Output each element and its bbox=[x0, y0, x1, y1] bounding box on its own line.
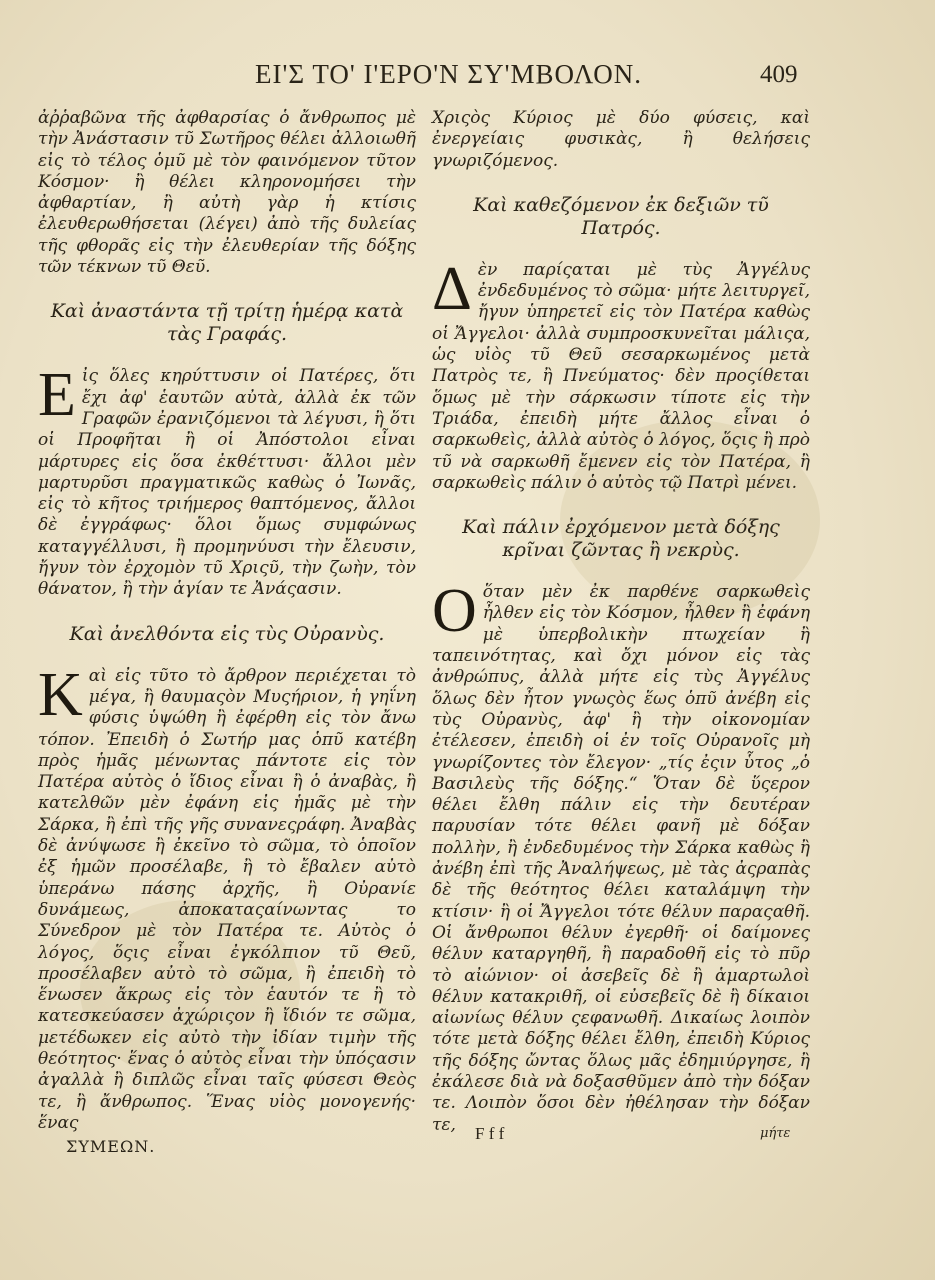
paragraph-text: ἰς ὅλες κηρύττυσιν οἱ Πατέρες, ὅτι ἔχι ἀφ' ἑαυτῶν αὐτὰ, ἀλλὰ ἐκ τῶν Γραφῶν ἐρανιζόμενοι τὰ λέγυσι, ἢ ὅτι οἱ Προφῆται ἢ οἱ Ἀπόστολοι εἶναι μάρτυρες εἰς ὅσα ἐκθέττυσι· ἄλλοι μὲν μαρτυρῦσι πραγματικῶς καθὼς ὁ Ἰωνᾶς, εἰς τὸ κῆτος τριήμερος θαπτόμενος, ἄλλοι δὲ ἐγγράφως· ὅλοι ὅμως συμφώνως καταγγέλλυσι, ἢ προμηνύυσι τὴν ἔλευσιν, ἤγυν τὸν ἐρχομὸν τῦ Χριςῦ, τὴν ζωὴν, τὸν θάνατον, ἢ τὴν ἁγίαν τε Ἀνάςασιν. bbox=[38, 366, 416, 600]
paragraph-resurrection bbox=[38, 361, 416, 600]
section-heading-ascension: Καὶ ἀνελθόντα εἰς τὺς Οὐρανὺς. bbox=[69, 622, 385, 645]
section-heading-resurrection: Καὶ ἀναστάντα τῇ τρίτῃ ἡμέρᾳ κατὰ τὰς Γραφάς. bbox=[50, 300, 404, 346]
right-column bbox=[432, 108, 810, 1136]
paragraph-text: ὅταν μὲν ἐκ παρθένε σαρκωθεὶς ἦλθεν εἰς τὸν Κόσμον, ἦλθεν ἢ ἐφάνη μὲ ὑπερβολικὴν πτωχείαν ἢ ταπεινότητας, καὶ ὄχι μόνον εἰς τὰς ἀνθρώπυς, ἀλλὰ μήτε εἰς τὺς Ἀγγέλυς ὅλως δὲν ἦτον γνωςὸς ἕως ὁπῦ ἀνέβη εἰς τὺς Οὐρανὺς, ἀφ' ἢ τὴν οἰκονομίαν ἐτέλεσεν, ἐπειδὴ οἱ ἐν τοῖς Οὐρανοῖς μὴ γνωρίζοντες τὸν ἔλεγον· „τίς ἐςιν ὗτος „ὁ Βασιλεὺς τῆς δόξης.“ Ὅταν δὲ ὕςερον θέλει ἔλθη πάλιν εἰς τὴν δευτέραν παρυσίαν τότε θέλει φανῆ μὲ δόξαν πολλὴν, ἢ ἐνδεδυμένος τὴν Σάρκα καθὼς ἢ ἀνέβη ἐπὶ τῆς Ἀναλήψεως, μὲ τὰς ἀςραπὰς δὲ τῆς θεότητος θέλει καταλάμψη τὴν κτίσιν· ἢ οἱ Ἄγγελοι τότε θέλυν παραςαθῆ. Οἱ ἄνθρωποι θέλυν ἐγερθῆ· οἱ δαίμονες θέλυν καταργηθῆ, ἢ παραδοθῆ εἰς τὸ πῦρ τὸ αἰώνιον· οἱ ἀσεβεῖς δὲ ἢ ἁμαρτωλοὶ θέλυν κατακριθῆ, οἱ εὐσεβεῖς δὲ ἢ δίκαιοι αἰωνίως θέλυν ςεφανωθῆ. Δικαίως λοιπὸν τότε μετὰ δόξης θέλει ἔλθη, ἐπειδὴ Κύριος τῆς δόξης ὤντας ὅλως μᾶς ἐδημιύργησε, ἢ ἐκάλεσε διὰ νὰ δοξασθῦμεν ἀπὸ τὴν δόξαν τε. Λοιπὸν ὅσοι δὲν ἠθέλησαν τὴν δόξαν τε, bbox=[432, 582, 810, 1135]
paragraph-seated bbox=[432, 254, 810, 494]
paragraph-text: ὲν παρίςαται μὲ τὺς Ἀγγέλυς ἐνδεδυμένος τὸ σῶμα· μήτε λειτυργεῖ, ἤγυν ὑπηρετεῖ εἰς τὸν Πατέρα καθὼς οἱ Ἄγγελοι· ἀλλὰ συμπροσκυνεῖται μάλιςα, ὡς υἱὸς τῦ Θεῦ σεσαρκωμένος μετὰ Πατρὸς τε, ἢ Πνεύματος· δὲν προςίθεται ὅμως μὲ τὴν σάρκωσιν τίποτε εἰς τὴν Τριάδα, ἐπειδὴ μήτε ἄλλος εἶναι ὁ σαρκωθεὶς, ἀλλὰ αὐτὸς ὁ λόγος, ὅςις ἢ πρὸ τῦ νὰ σαρκωθῆ ἔμενεν εἰς τὸν Πατέρα, ἢ σαρκωθεὶς πάλιν ὁ αὐτὸς τῷ Πατρὶ μένει. bbox=[432, 259, 810, 493]
section-heading-seated: Καὶ καθεζόμενον ἐκ δεξιῶν τῦ Πατρός. bbox=[473, 193, 769, 239]
page-header bbox=[0, 55, 935, 105]
paragraph-ascension bbox=[38, 660, 416, 1135]
gathering-mark: F f f bbox=[475, 1124, 505, 1143]
paragraph-judgment bbox=[432, 577, 810, 1136]
drop-cap: Ε bbox=[38, 361, 76, 430]
section-heading-judgment: Καὶ πάλιν ἐρχόμενον μετὰ δόξης κρῖναι ζῶντας ἢ νεκρὺς. bbox=[462, 516, 780, 562]
page-number: 409 bbox=[760, 61, 798, 88]
paragraph-text: αὶ εἰς τῦτο τὸ ἄρθρον περιέχεται τὸ μέγα, ἢ θαυμαςὸν Μυςήριον, ἡ γηΐνη φύσις ὑψώθη ἢ ἐφέρθη εἰς τὸν ἄνω τόπον. Ἐπειδὴ ὁ Σωτήρ μας ὁπῦ κατέβη πρὸς ἡμᾶς μένωντας πάντοτε εἰς τὸν Πατέρα αὐτὸς ὁ ἴδιος εἶναι ἢ ὁ ἀναβὰς, ἢ κατελθῶν μὲν ἐφάνη εἰς ἡμᾶς μὲ τὴν Σάρκα, ἢ ἐπὶ τῆς γῆς συνανεςράφη. Ἀναβὰς δὲ ἀνύψωσε ἢ ἐκεῖνο τὸ σῶμα, τὸ ὁποῖον ἐξ ἡμῶν προσέλαβε, ἢ τὸ ἔβαλεν αὐτὸ ὑπεράνω πάσης ἀρχῆς, ἢ Οὐρανίε δυνάμεως, ἀποκαταςαίνωντας το Σύνεδρον μὲ τὸν Πατέρα τε. Αὐτὸς ὁ λόγος, ὅςις εἶναι ἐγκόλπιον τῦ Θεῦ, προσέλαβεν αὐτὸ τὸ σῶμα, ἢ ἐπειδὴ τὸ ἕνωσεν ἄκρως εἰς τὸν ἑαυτόν τε ἢ τὸ κατεσκεύασεν ἀχώριςον ἢ ἴδιόν τε σῶμα, μετέδωκεν εἰς αὐτὸ τὴν ἰδίαν τιμὴν τῆς θεότητος· ἕνας ὁ αὐτὸς εἶναι τὴν ὑπόςασιν ἀγαλλὰ ἢ διπλῶς εἶναι ταῖς φύσεσι Θεὸς τε, ἢ ἄνθρωπος. Ἕνας υἱὸς μονογενής· ἕνας bbox=[38, 665, 416, 1133]
opening-paragraph: ἀῤῥαβῶνα τῆς ἀφθαρσίας ὁ ἄνθρωπος μὲ τὴν Ἀνάστασιν τῦ Σωτῆρος θέλει ἀλλοιωθῆ εἰς τὸ τέλος ὁμῦ μὲ τὸν φαινόμενον τῦτον Κόσμον· ἢ θέλει κληρονομήσει τὴν ἀφθαρτίαν, ἢ αὐτὴ γὰρ ἡ κτίσις ἐλευθερωθήσεται (λέγει) ἀπὸ τῆς δυλείας τῆς φθορᾶς εἰς τὴν ἐλευθερίαν τῆς δόξης τῶν τέκνων τῦ Θεῦ. bbox=[38, 108, 416, 278]
drop-cap: Δ bbox=[432, 254, 472, 323]
signature-mark: ΣΥΜΕΩΝ. bbox=[66, 1137, 156, 1157]
left-column bbox=[38, 108, 416, 1157]
catchword: μήτε bbox=[760, 1126, 791, 1141]
drop-cap: Ο bbox=[432, 577, 477, 646]
drop-cap: Κ bbox=[38, 660, 83, 729]
opening-paragraph: Χριςὸς Κύριος μὲ δύο φύσεις, καὶ ἐνεργείαις φυσικὰς, ἢ θελήσεις γνωριζόμενος. bbox=[432, 108, 810, 171]
running-title: ΕΙ'Σ ΤΟ' Ι'ΕΡΟ'Ν ΣΥ'ΜΒΟΛΟΝ. bbox=[255, 59, 642, 89]
